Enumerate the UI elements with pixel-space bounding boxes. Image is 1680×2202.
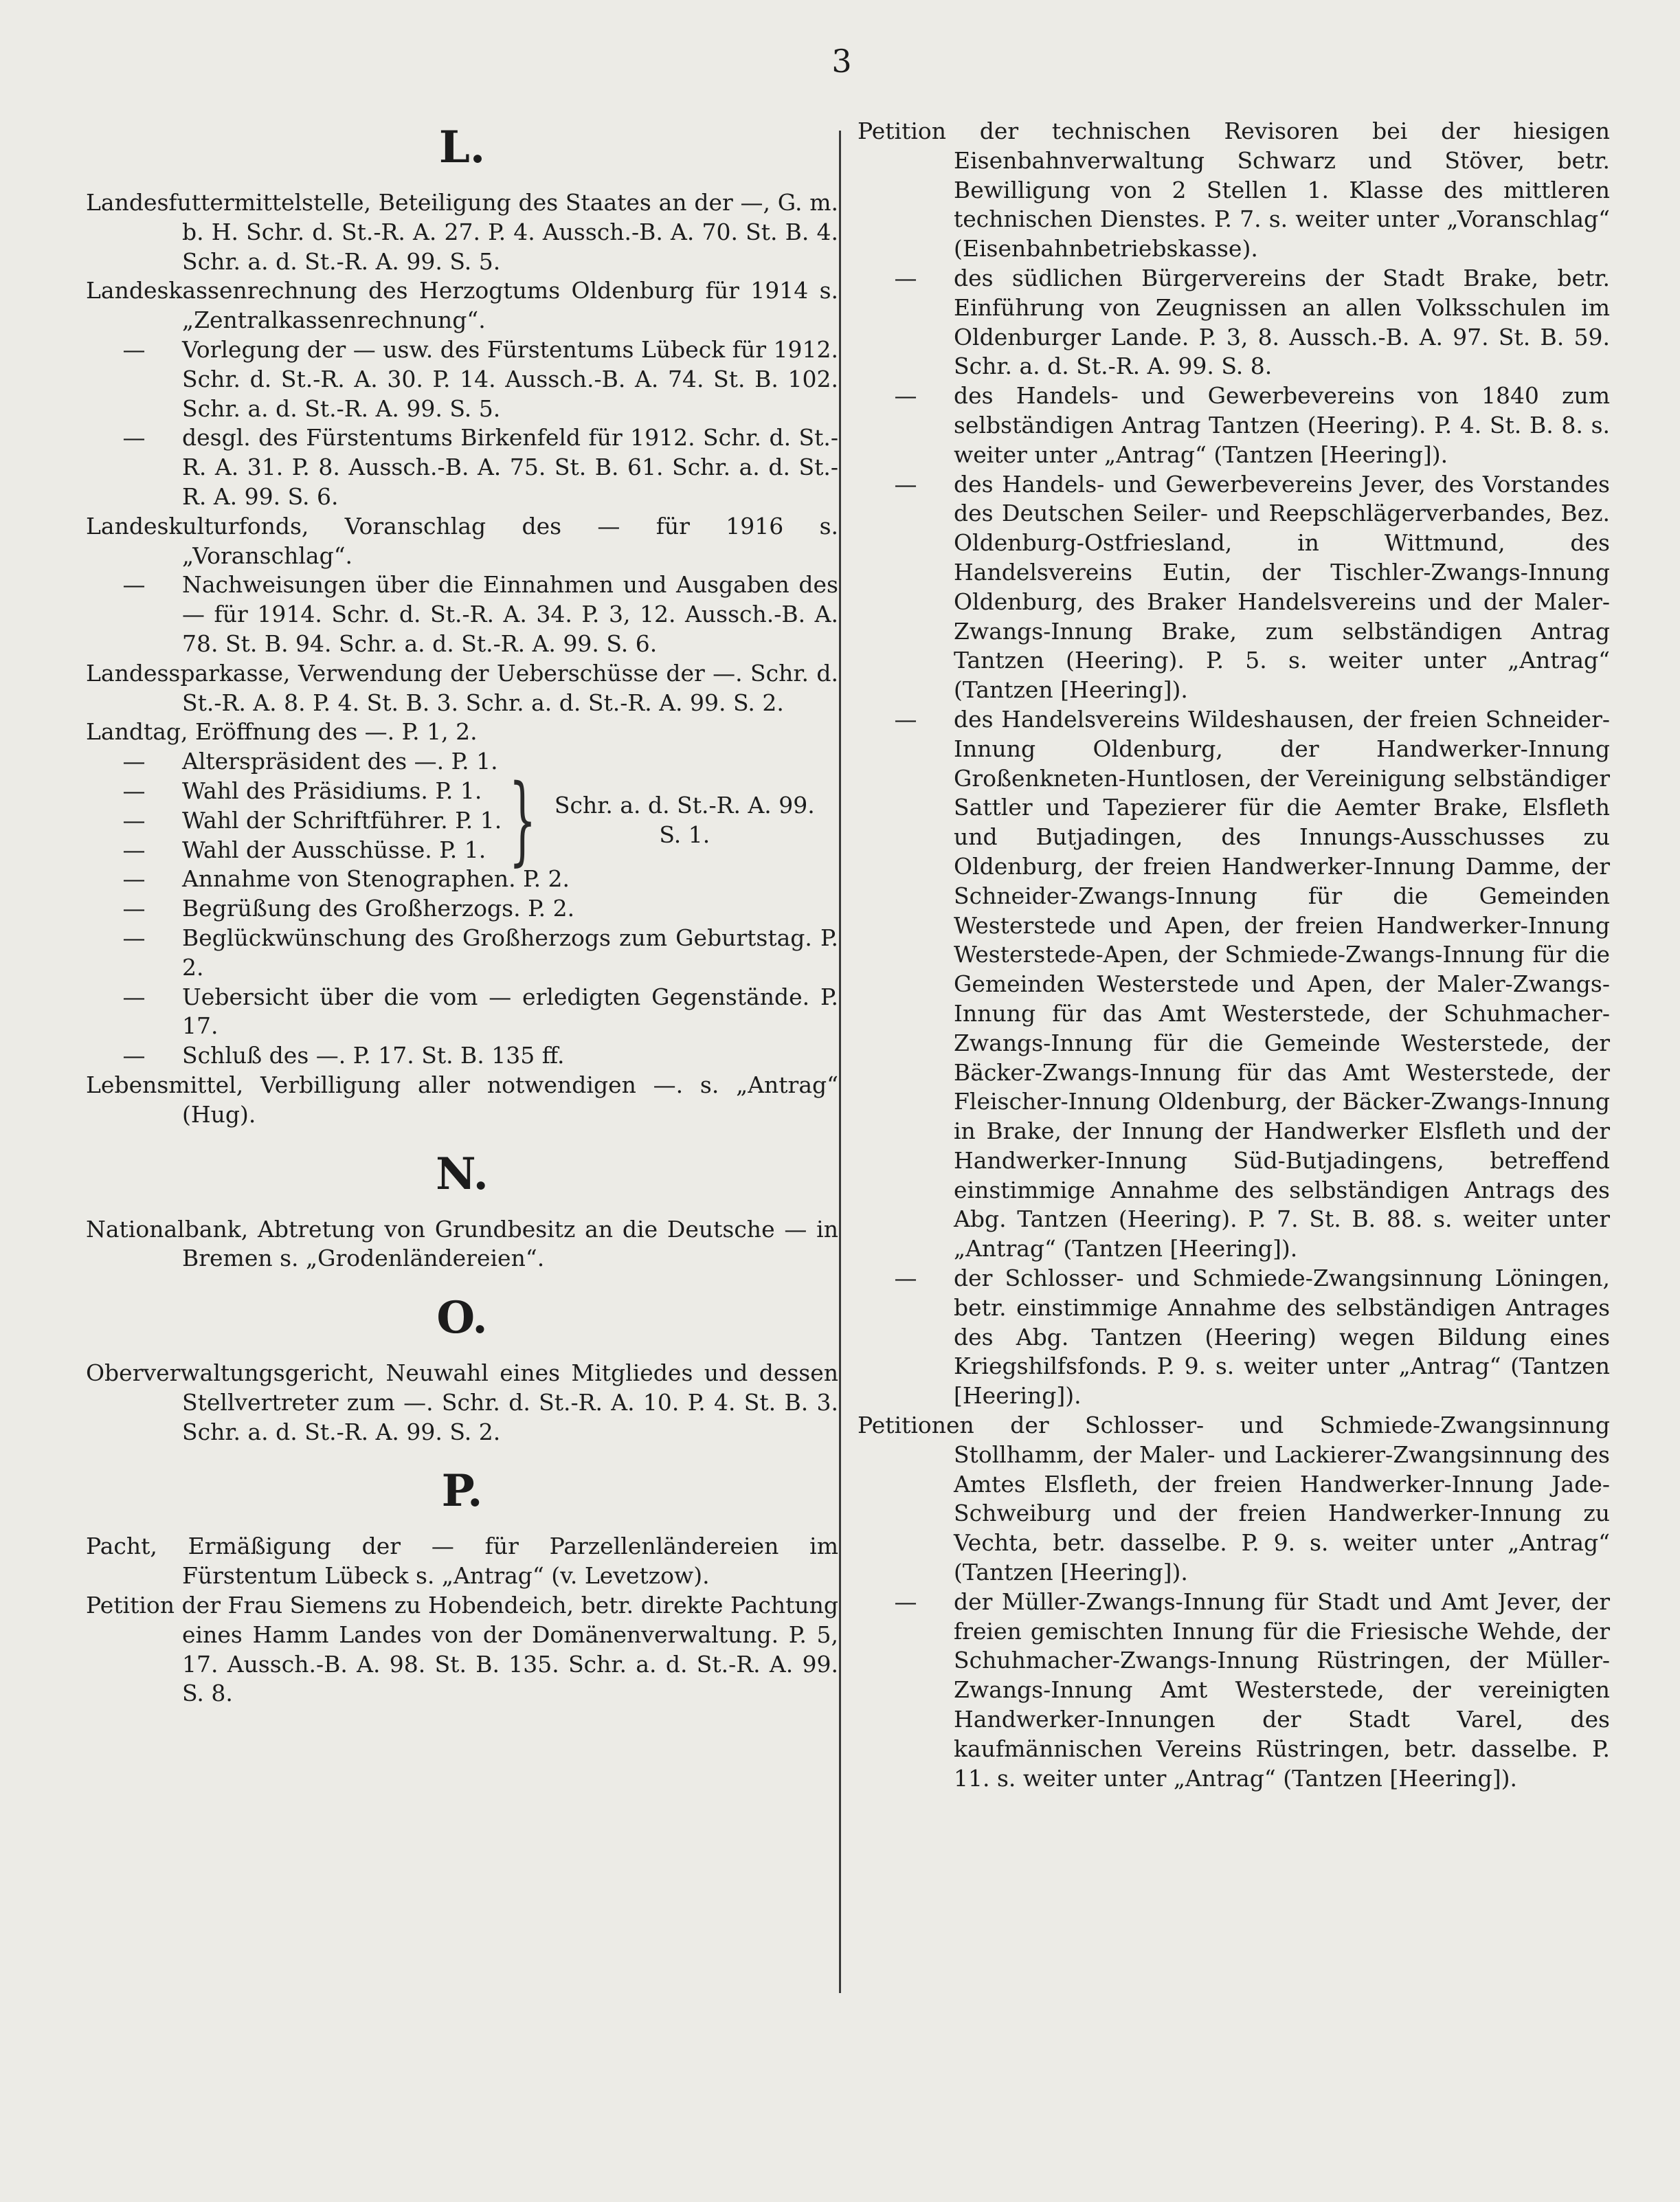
section-letter: L. (438, 122, 486, 173)
subentry-dash: — (122, 865, 146, 893)
subentry-dash: — (122, 983, 146, 1010)
entry-text: desgl. des Fürstentums Birkenfeld für 1912. Schr. d. St.-R. A. 31. P. 8. Aussch.-B. A. 75. St. B. 61. Schr. a. d. St.-R. A. 99. S. 6. (182, 424, 838, 510)
index-entry (86, 1071, 838, 1130)
index-entry (858, 117, 1610, 264)
subentry-dash: — (894, 382, 917, 410)
subentry-dash: — (122, 424, 146, 452)
section-letter: O. (436, 1292, 488, 1344)
index-subentry (86, 335, 838, 423)
section-letter: P. (441, 1465, 483, 1517)
index-entry (86, 1532, 838, 1591)
index-subentry (86, 423, 838, 511)
entry-text: Vorlegung der — usw. des Fürstentums Lübeck für 1912. Schr. d. St.-R. A. 30. P. 14. Aussch.-B. A. 74. St. B. 102. Schr. a. d. St.-R. A. 99. S. 5. (182, 335, 838, 422)
index-entry (86, 1359, 838, 1447)
entry-text: Landessparkasse, Verwendung der Ueberschüsse der —. Schr. d. St.-R. A. 8. P. 4. St. B. 3. Schr. a. d. St.-R. A. 99. S. 2. (86, 659, 838, 716)
entry-text: Wahl des Präsidiums. P. 1. (182, 777, 482, 804)
index-subentry (858, 1588, 1610, 1794)
index-subentry (858, 1264, 1610, 1411)
entry-text: Alterspräsident des —. P. 1. (182, 748, 498, 775)
subentry-dash: — (122, 895, 146, 922)
subentry-dash: — (894, 1265, 917, 1292)
index-entry (86, 718, 838, 747)
right-column (858, 117, 1610, 1793)
entry-text: der Schlosser- und Schmiede-Zwangsinnung Löningen, betr. einstimmige Annahme des selbständigen Antrages des Abg. Tantzen (Heering) wegen Bildung eines Kriegshilfsfonds. P. 9. s. weiter unter „Antrag“ (Tantzen [Heering]). (954, 1265, 1610, 1410)
index-subentry (86, 894, 838, 924)
entry-text: Landtag, Eröffnung des —. P. 1, 2. (86, 718, 478, 746)
subentry-dash: — (894, 470, 917, 498)
index-subentry (86, 806, 502, 836)
entry-text: Beglückwünschung des Großherzogs zum Geburtstag. P. 2. (182, 924, 838, 981)
grouped-reference: Schr. a. d. St.-R. A. 99. S. 1. (554, 792, 815, 849)
brace-glyph: } (508, 764, 537, 877)
entry-text: Nationalbank, Abtretung von Grundbesitz an die Deutsche — in Bremen s. „Grodenländereien“. (86, 1215, 838, 1272)
entry-text: Wahl der Ausschüsse. P. 1. (182, 836, 486, 863)
subentry-dash: — (122, 836, 146, 863)
left-column (86, 117, 838, 1709)
subentry-dash: — (122, 924, 146, 951)
index-entry (86, 188, 838, 276)
subentry-dash: — (122, 335, 146, 363)
entry-text: Petition der technischen Revisoren bei der hiesigen Eisenbahnverwaltung Schwarz und Stöver, betr. Bewilligung von 2 Stellen 1. Klasse des mittleren technischen Dienstes. P. 7. s. weiter unter „Voranschlag“ (Eisenbahnbetriebskasse). (858, 118, 1610, 263)
index-entry (86, 276, 838, 335)
entry-text: der Müller-Zwangs-Innung für Stadt und Amt Jever, der freien gemischten Innung für die Friesische Wehde, der Schuhmacher-Zwangs-Innung Rüstringen, der Müller-Zwangs-Innung Amt Westerstede, der vereinigten Handwerker-Innungen der Stadt Varel, des kaufmännischen Vereins Rüstringen, betr. dasselbe. P. 11. s. weiter unter „Antrag“ (Tantzen [Heering]). (954, 1588, 1610, 1792)
index-subentry (86, 983, 838, 1042)
subentry-dash: — (122, 777, 146, 804)
index-entry (86, 659, 838, 718)
entry-text: Petition der Frau Siemens zu Hobendeich, betr. direkte Pachtung eines Hamm Landes von der Domänenverwaltung. P. 5, 17. Aussch.-B. A. 98. St. B. 135. Schr. a. d. St.-R. A. 99. S. 8. (86, 1592, 838, 1707)
entry-text: Landeskassenrechnung des Herzogtums Oldenburg für 1914 s. „Zentralkassenrechnung“. (86, 277, 838, 334)
index-subentry (858, 470, 1610, 705)
entry-text: Pacht, Ermäßigung der — für Parzellenländereien im Fürstentum Lübeck s. „Antrag“ (v. Levetzow). (86, 1533, 838, 1590)
index-subentry (86, 747, 838, 777)
index-subentry (86, 865, 838, 894)
index-entry (858, 1411, 1610, 1588)
entry-text: Begrüßung des Großherzogs. P. 2. (182, 895, 575, 922)
index-subentry (858, 705, 1610, 1264)
subentry-dash: — (122, 1042, 146, 1069)
column-divider (839, 131, 841, 1993)
entry-text: Uebersicht über die vom — erledigten Gegenstände. P. 17. (182, 983, 838, 1040)
index-entry (86, 1591, 838, 1709)
index-entry (86, 512, 838, 571)
page-number: 3 (831, 43, 852, 80)
index-subentry (86, 924, 838, 983)
entry-text: Lebensmittel, Verbilligung aller notwendigen —. s. „Antrag“ (Hug). (86, 1071, 838, 1128)
subentry-dash: — (122, 806, 146, 834)
entry-text: Wahl der Schriftführer. P. 1. (182, 806, 502, 834)
entry-text: des südlichen Bürgervereins der Stadt Brake, betr. Einführung von Zeugnissen an allen Volksschulen im Oldenburger Lande. P. 3, 8. Aussch.-B. A. 97. St. B. 59. Schr. a. d. St.-R. A. 99. S. 8. (954, 264, 1610, 380)
index-subentry (86, 836, 502, 865)
subentry-dash: — (894, 264, 917, 291)
index-subentry (86, 777, 502, 806)
subentry-dash: — (122, 571, 146, 599)
index-subentry (858, 381, 1610, 469)
subentry-dash: — (894, 705, 917, 733)
entry-text: des Handels- und Gewerbevereins von 1840 zum selbständigen Antrag Tantzen (Heering). P. 4. St. B. 8. s. weiter unter „Antrag“ (Tantzen [Heering]). (954, 382, 1610, 468)
subentry-dash: — (894, 1588, 917, 1615)
index-subentry (86, 570, 838, 658)
subentry-dash: — (122, 748, 146, 775)
section-letter: N. (436, 1148, 489, 1200)
entry-text: des Handels- und Gewerbevereins Jever, des Vorstandes des Deutschen Seiler- und Reepschlägerverbandes, Bez. Oldenburg-Ostfriesland, in Wittmund, des Handelsvereins Eutin, der Tischler-Zwangs-Innung Oldenburg, des Braker Handelsvereins und der Maler-Zwangs-Innung Brake, zum selbständigen Antrag Tantzen (Heering). P. 5. s. weiter unter „Antrag“ (Tantzen [Heering]). (954, 470, 1610, 704)
entry-text: Schluß des —. P. 17. St. B. 135 ff. (182, 1042, 565, 1069)
entry-text: Landesfuttermittelstelle, Beteiligung des Staates an der —, G. m. b. H. Schr. d. St.-R. A. 27. P. 4. Aussch.-B. A. 70. St. B. 4. Schr. a. d. St.-R. A. 99. S. 5. (86, 189, 838, 275)
index-subentry (858, 264, 1610, 381)
entry-text: Oberverwaltungsgericht, Neuwahl eines Mitgliedes und dessen Stellvertreter zum —. Schr. d. St.-R. A. 10. P. 4. St. B. 3. Schr. a. d. St.-R. A. 99. S. 2. (86, 1359, 838, 1445)
entry-text: Landeskulturfonds, Voranschlag des — für 1916 s. „Voranschlag“. (86, 512, 838, 569)
entry-text: des Handelsvereins Wildeshausen, der freien Schneider-Innung Oldenburg, der Handwerker-Innung Großenkneten-Huntlosen, der Vereinigung selbständiger Sattler und Tapezierer für die Aemter Brake, Elsfleth und Butjadingen, des Innungs-Ausschusses zu Oldenburg, der freien Handwerker-Innung Damme, der Schneider-Zwangs-Innung für die Gemeinden Westerstede und Apen, der freien Handwerker-Innung Westerstede-Apen, der Schmiede-Zwangs-Innung für die Gemeinden Westerstede und Apen, der Maler-Zwangs-Innung für das Amt Westerstede, der Schuhmacher-Zwangs-Innung für die Gemeinde Westerstede, der Bäcker-Zwangs-Innung für das Amt Westerstede, der Fleischer-Innung Oldenburg, der Bäcker-Zwangs-Innung in Brake, der Innung der Handwerker Elsfleth und der Handwerker-Innung Süd-Butjadingens, betreffend einstimmige Annahme des selbständigen Antrags des Abg. Tantzen (Heering). P. 7. St. B. 88. s. weiter unter „Antrag“ (Tantzen [Heering]). (954, 705, 1610, 1263)
entry-text: Annahme von Stenographen. P. 2. (182, 865, 570, 893)
entry-text: Petitionen der Schlosser- und Schmiede-Zwangsinnung Stollhamm, der Maler- und Lackierer-Zwangsinnung des Amtes Elsfleth, der freien Handwerker-Innung Jade-Schweiburg und der freien Handwerker-Innung zu Vechta, betr. dasselbe. P. 9. s. weiter unter „Antrag“ (Tantzen [Heering]). (858, 1412, 1610, 1586)
index-entry (86, 1215, 838, 1274)
index-subentry (86, 1041, 838, 1071)
entry-text: Nachweisungen über die Einnahmen und Ausgaben des — für 1914. Schr. d. St.-R. A. 34. P. 3, 12. Aussch.-B. A. 78. St. B. 94. Schr. a. d. St.-R. A. 99. S. 6. (182, 571, 838, 657)
grouped-subentries (86, 764, 838, 877)
